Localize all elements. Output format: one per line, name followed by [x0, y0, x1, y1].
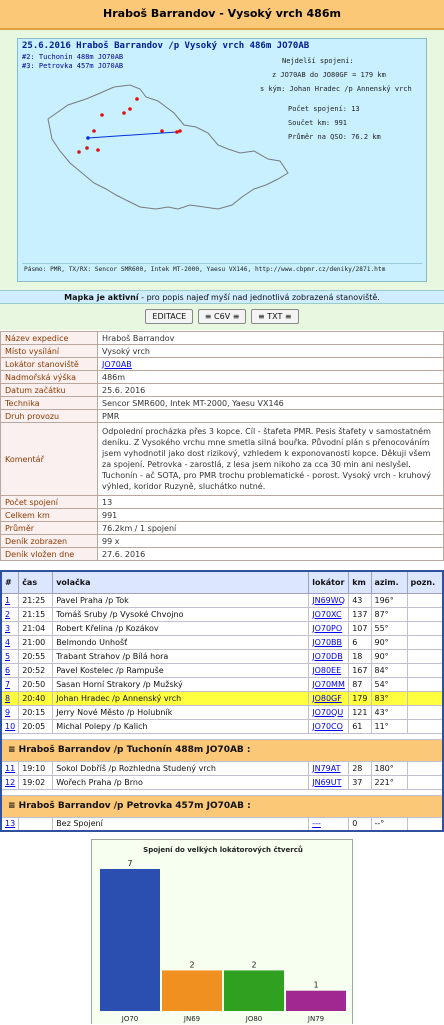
qso-km: 121	[349, 705, 371, 719]
qso-km: 37	[349, 775, 371, 789]
qso-callsign: Belmondo Unhošť	[53, 635, 309, 649]
bar-jn79	[286, 991, 346, 1011]
qso-row	[1, 607, 443, 621]
row-number-link[interactable]: 1	[1, 593, 19, 607]
info-value: 13	[98, 496, 444, 509]
longest-with: s kým: Johan Hradec /p Annenský vrch	[260, 85, 412, 93]
bar-jn69	[162, 970, 222, 1011]
row-number-link[interactable]: 6	[1, 663, 19, 677]
info-key: Druh provozu	[1, 410, 98, 423]
edit-button[interactable]: EDITACE	[145, 309, 193, 324]
contact-dot	[96, 148, 100, 152]
qso-km: 0	[349, 817, 371, 831]
hint-bold: Mapka je aktivní	[64, 293, 139, 302]
qso-row	[1, 677, 443, 691]
qso-note	[407, 649, 443, 663]
bar-jo80	[224, 970, 284, 1011]
qso-time	[19, 817, 53, 831]
qso-km: 6	[349, 635, 371, 649]
category-label: JO70	[121, 1015, 139, 1023]
qso-callsign: Michal Polepy /p Kalich	[53, 719, 309, 733]
contact-dot	[85, 146, 89, 150]
qso-azimuth: 11°	[371, 719, 407, 733]
qso-azimuth: 55°	[371, 621, 407, 635]
qso-callsign: Bez Spojení	[53, 817, 309, 831]
bar-value-label: 1	[313, 980, 319, 990]
qso-callsign: Tomáš Sruby /p Vysoké Chvojno	[53, 607, 309, 621]
qso-row	[1, 635, 443, 649]
qso-azimuth: 43°	[371, 705, 407, 719]
col-header: pozn.	[407, 571, 443, 593]
bar-jo70	[100, 869, 160, 1011]
qso-time: 20:40	[19, 691, 53, 705]
qso-km: 167	[349, 663, 371, 677]
qso-callsign: Robert Křelina /p Kozákov	[53, 621, 309, 635]
info-key: Datum začátku	[1, 384, 98, 397]
info-value: Hraboš Barrandov	[98, 332, 444, 345]
qso-azimuth: 54°	[371, 677, 407, 691]
qso-note	[407, 691, 443, 705]
qso-time: 21:00	[19, 635, 53, 649]
qso-locator-link[interactable]: JO70PO	[309, 621, 349, 635]
qso-azimuth: 180°	[371, 761, 407, 775]
info-key: Název expedice	[1, 332, 98, 345]
qso-row	[1, 621, 443, 635]
info-key: Deník zobrazen	[1, 535, 98, 548]
qso-note	[407, 607, 443, 621]
row-number-link[interactable]: 4	[1, 635, 19, 649]
c6v-button[interactable]: ≡ C6V ≡	[198, 309, 247, 324]
qso-callsign: Wořech Praha /p Brno	[53, 775, 309, 789]
qso-azimuth: 196°	[371, 593, 407, 607]
qso-locator-link[interactable]: ---	[309, 817, 349, 831]
map-header: 25.6.2016 Hraboš Barrandov /p Vysoký vrch 486m JO70AB	[22, 41, 310, 51]
contact-dot	[122, 111, 126, 115]
contact-dot	[100, 113, 104, 117]
qso-time: 19:02	[19, 775, 53, 789]
info-value: 991	[98, 509, 444, 522]
qso-azimuth: 90°	[371, 649, 407, 663]
info-value: 76.2km / 1 spojení	[98, 522, 444, 535]
qso-note	[407, 635, 443, 649]
contact-dot	[135, 97, 139, 101]
qso-locator-link[interactable]: JO70DB	[309, 649, 349, 663]
qso-note	[407, 817, 443, 831]
qso-row	[1, 663, 443, 677]
qso-time: 20:50	[19, 677, 53, 691]
section-tuchonin	[1, 739, 443, 761]
qso-azimuth: 90°	[371, 635, 407, 649]
col-header: lokátor	[309, 571, 349, 593]
info-key: Technika	[1, 397, 98, 410]
qso-locator-link[interactable]: JO80GF	[309, 691, 349, 705]
qso-note	[407, 775, 443, 789]
qso-azimuth: 83°	[371, 691, 407, 705]
qso-time: 20:05	[19, 719, 53, 733]
locator-link[interactable]: JO70AB	[98, 358, 444, 371]
qso-callsign: Sasan Horní Strakory /p Mužský	[53, 677, 309, 691]
row-number-link[interactable]: 11	[1, 761, 19, 775]
stat-avg: Průměr na QSO: 76.2 km	[288, 133, 381, 141]
contact-dot	[77, 150, 81, 154]
contact-dot	[175, 130, 179, 134]
info-key: Lokátor stanoviště	[1, 358, 98, 371]
qso-callsign: Johan Hradec /p Annenský vrch	[53, 691, 309, 705]
bar-value-label: 2	[189, 960, 195, 970]
qso-row	[1, 761, 443, 775]
qso-row	[1, 719, 443, 733]
bar-value-label: 7	[127, 859, 133, 868]
qso-km: 18	[349, 649, 371, 663]
qso-azimuth: --°	[371, 817, 407, 831]
comment-text: Odpolední procházka přes 3 kopce. Cíl - štafeta PMR. Pesis štafety v samostatném deníku. Z Vysokého vrchu mne smetla silná bouřka. Původní plán s přenocováním jsem vyhodnotil jako dost rizikový, vzhledem k exponovanosti kopce. Děkuji všem za spojení. Petrovka - zarostlá, z lesa jsem nikoho za cca 30 min ani neslyšel. Tuchonín - ač SOTA, pro PMR trochu problematické - porost. Vysoký vrch - kruhový výhled, koridor Ruzyně, sluchátko nutné.	[98, 423, 444, 496]
stat-count: Počet spojení: 13	[288, 105, 360, 113]
qso-locator-link[interactable]: JO70CO	[309, 719, 349, 733]
row-number-link[interactable]: 5	[1, 649, 19, 663]
qso-time: 21:04	[19, 621, 53, 635]
qso-note	[407, 705, 443, 719]
section-title: ≡ Hraboš Barrandov /p Petrovka 457m JO70AB :	[1, 795, 443, 817]
qso-km: 107	[349, 621, 371, 635]
qso-locator-link[interactable]: JN69UT	[309, 775, 349, 789]
qso-note	[407, 761, 443, 775]
info-value: 25.6. 2016	[98, 384, 444, 397]
longest-label: Nejdelší spojení:	[282, 57, 354, 65]
contact-dot	[92, 129, 96, 133]
qso-azimuth: 221°	[371, 775, 407, 789]
col-header: čas	[19, 571, 53, 593]
category-label: JO80	[245, 1015, 263, 1023]
qso-azimuth: 84°	[371, 663, 407, 677]
qso-note	[407, 593, 443, 607]
map-panel	[0, 30, 444, 290]
qso-locator-link[interactable]: JO70QU	[309, 705, 349, 719]
qso-row	[1, 691, 443, 705]
info-value: 27.6. 2016	[98, 548, 444, 561]
expedition-info-table	[0, 331, 444, 561]
qso-callsign: Sokol Dobříš /p Rozhledna Studený vrch	[53, 761, 309, 775]
map-image[interactable]	[17, 38, 427, 282]
qso-time: 21:25	[19, 593, 53, 607]
qso-locator-link[interactable]: JN79AT	[309, 761, 349, 775]
qso-row	[1, 817, 443, 831]
qso-km: 179	[349, 691, 371, 705]
contact-dot	[128, 107, 132, 111]
qso-callsign: Pavel Kostelec /p Rampuše	[53, 663, 309, 677]
info-key: Celkem km	[1, 509, 98, 522]
qso-km: 61	[349, 719, 371, 733]
info-key: Místo vysílání	[1, 345, 98, 358]
info-value: Vysoký vrch	[98, 345, 444, 358]
qso-callsign: Trabant Strahov /p Bílá hora	[53, 649, 309, 663]
section-title: ≡ Hraboš Barrandov /p Tuchonín 488m JO70AB :	[1, 739, 443, 761]
qso-locator-link[interactable]: JO70XC	[309, 607, 349, 621]
bar-value-label: 2	[251, 960, 257, 970]
qso-locator-link[interactable]: JO70BB	[309, 635, 349, 649]
info-key: Deník vložen dne	[1, 548, 98, 561]
info-value: 99 x	[98, 535, 444, 548]
home-dot	[86, 136, 90, 140]
map-legend-3: #3: Petrovka 457m JO70AB	[22, 62, 124, 70]
qso-time: 20:15	[19, 705, 53, 719]
category-label: JN79	[307, 1015, 325, 1023]
qso-time: 19:10	[19, 761, 53, 775]
qso-note	[407, 677, 443, 691]
qso-time: 20:55	[19, 649, 53, 663]
info-value: Sencor SMR600, Intek MT-2000, Yaesu VX146	[98, 397, 444, 410]
row-number-link[interactable]: 2	[1, 607, 19, 621]
qso-azimuth: 87°	[371, 607, 407, 621]
row-number-link[interactable]: 7	[1, 677, 19, 691]
qso-time: 21:15	[19, 607, 53, 621]
map-hint	[0, 290, 444, 304]
qso-km: 137	[349, 607, 371, 621]
chart-title: Spojení do velkých lokátorových čtverců	[143, 846, 303, 854]
qso-row	[1, 705, 443, 719]
txt-button[interactable]: ≡ TXT ≡	[251, 309, 299, 324]
map-footer: Pásmo: PMR, TX/RX: Sencor SMR600, Intek MT-2000, Yaesu VX146, http://www.cbpmr.cz/deniky/2871.htm	[24, 266, 386, 273]
col-header: volačka	[53, 571, 309, 593]
qso-note	[407, 663, 443, 677]
map-legend-2: #2: Tuchonín 488m JO70AB	[22, 53, 124, 61]
info-key: Komentář	[1, 423, 98, 496]
category-label: JN69	[183, 1015, 201, 1023]
col-header: #	[1, 571, 19, 593]
country-outline	[48, 85, 288, 209]
info-value: 486m	[98, 371, 444, 384]
col-header: azim.	[371, 571, 407, 593]
qso-note	[407, 621, 443, 635]
button-row	[0, 304, 444, 330]
qso-locator-link[interactable]: JO70MM	[309, 677, 349, 691]
qso-locator-link[interactable]: JO80EE	[309, 663, 349, 677]
qso-row	[1, 593, 443, 607]
locator-chart	[91, 839, 353, 1024]
qso-locator-link[interactable]: JN69WQ	[309, 593, 349, 607]
longest-contact-line	[88, 132, 177, 138]
stat-sum: Součet km: 991	[288, 119, 348, 127]
col-header: km	[349, 571, 371, 593]
row-number-link[interactable]: 3	[1, 621, 19, 635]
row-number-link[interactable]: 13	[1, 817, 19, 831]
row-number-link[interactable]: 12	[1, 775, 19, 789]
contact-dot	[160, 129, 164, 133]
row-number-link[interactable]: 10	[1, 719, 19, 733]
qso-callsign: Jerry Nové Město /p Holubník	[53, 705, 309, 719]
qso-km: 43	[349, 593, 371, 607]
qso-time: 20:52	[19, 663, 53, 677]
qso-km: 87	[349, 677, 371, 691]
chart-canvas	[92, 840, 354, 1025]
map-footer-bar	[22, 263, 422, 277]
section-petrovka	[1, 795, 443, 817]
qso-callsign: Pavel Praha /p Tok	[53, 593, 309, 607]
qso-note	[407, 719, 443, 733]
row-number-link[interactable]: 8	[1, 691, 19, 705]
longest-route: z JO70AB do JO80GF = 179 km	[272, 71, 386, 79]
row-number-link[interactable]: 9	[1, 705, 19, 719]
info-value: PMR	[98, 410, 444, 423]
qso-row	[1, 649, 443, 663]
page-title: Hraboš Barrandov - Vysoký vrch 486m	[0, 0, 444, 30]
qso-km: 28	[349, 761, 371, 775]
qso-table	[0, 570, 444, 832]
qso-row	[1, 775, 443, 789]
info-key: Počet spojení	[1, 496, 98, 509]
info-key: Nadmořská výška	[1, 371, 98, 384]
hint-text: - pro popis najeď myší nad jednotlivá zobrazená stanoviště.	[138, 293, 380, 302]
info-key: Průměr	[1, 522, 98, 535]
